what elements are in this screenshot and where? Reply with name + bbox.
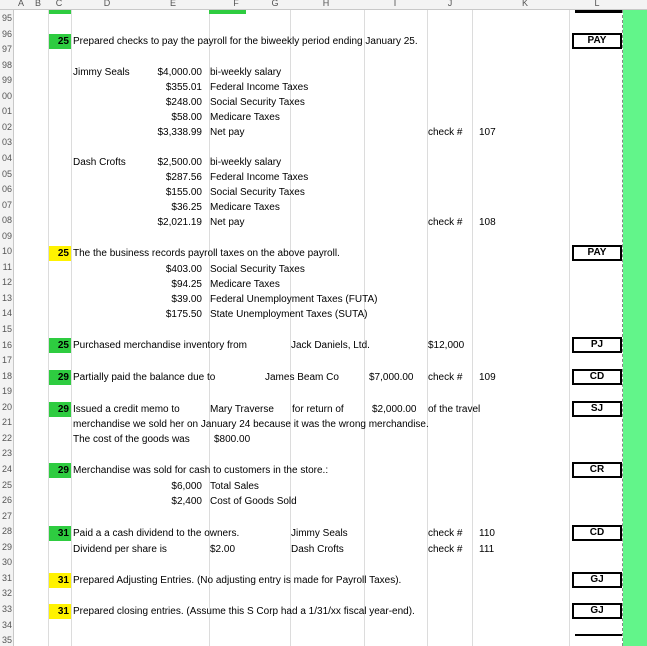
row-number[interactable]: 15 [0,322,12,337]
row-number[interactable]: 34 [0,618,12,633]
column-label[interactable]: J [447,0,453,8]
amount[interactable]: $800.00 [214,434,251,445]
journal-box[interactable]: PJ [572,337,622,353]
column-label[interactable]: C [55,0,63,8]
column-header [0,0,647,10]
row-number[interactable]: 23 [0,446,12,461]
row-number[interactable]: 22 [0,431,12,446]
row-number[interactable]: 17 [0,353,12,368]
cell-fill [209,10,246,14]
row-number[interactable]: 02 [0,120,12,135]
amount[interactable]: $175.50 [165,309,202,320]
entry-description[interactable]: Prepared checks to pay the payroll for the biweekly period ending January 25. [73,36,418,47]
entry-day[interactable]: 25 [49,338,71,353]
line-label[interactable]: bi-weekly salary [210,67,282,78]
row-number[interactable]: 27 [0,509,12,524]
column-label[interactable]: B [34,0,42,8]
line-label[interactable]: State Unemployment Taxes (SUTA) [210,309,368,320]
page-break-line [622,0,623,646]
column-label[interactable]: F [233,0,239,8]
line-label[interactable]: Federal Income Taxes [210,172,309,183]
entry-day[interactable]: 31 [49,604,71,619]
line-label[interactable]: Total Sales [210,481,259,492]
line-label[interactable]: Social Security Taxes [210,97,305,108]
row-number[interactable]: 11 [0,260,12,275]
owner-name[interactable]: Jimmy Seals [291,528,348,539]
check-number[interactable]: 110 [479,528,495,539]
amount[interactable]: $287.56 [165,172,202,183]
amount[interactable]: $58.00 [171,112,202,123]
amount[interactable]: $94.25 [171,279,202,290]
row-number[interactable]: 04 [0,151,12,166]
customer-name[interactable]: Mary Traverse [210,404,274,415]
line-label[interactable]: Social Security Taxes [210,264,305,275]
check-label[interactable]: check # [428,544,463,555]
row-number[interactable]: 00 [0,89,12,104]
amount[interactable]: $36.25 [171,202,202,213]
check-number[interactable]: 107 [479,127,496,138]
entry-description[interactable]: Merchandise was sold for cash to customers in the store.: [73,465,329,476]
row-number[interactable]: 06 [0,182,12,197]
entry-description[interactable]: Prepared closing entries. (Assume this S Corp had a 1/31/xx fiscal year-end). [73,606,415,617]
grid-line [71,0,72,646]
journal-box[interactable]: GJ [572,603,622,619]
amount[interactable]: $7,000.00 [369,372,414,383]
vendor-name[interactable]: James Beam Co [265,372,339,383]
owner-name[interactable]: Dash Crofts [291,544,344,555]
line-label[interactable]: Net pay [210,127,245,138]
amount[interactable]: $39.00 [171,294,202,305]
amount[interactable]: $4,000.00 [157,67,202,78]
row-number[interactable]: 97 [0,42,12,57]
entry-description[interactable]: The the business records payroll taxes on the above payroll. [73,248,340,259]
journal-box[interactable]: PAY [572,245,622,261]
box-edge [575,10,622,13]
amount[interactable]: $2,500.00 [157,157,202,168]
check-label[interactable]: check # [428,127,463,138]
column-label[interactable]: I [393,0,397,8]
row-number[interactable]: 28 [0,524,12,539]
row-number[interactable]: 31 [0,571,12,586]
column-label[interactable]: E [169,0,177,8]
row-number[interactable]: 05 [0,167,12,182]
amount[interactable]: $12,000 [428,340,465,351]
line-label[interactable]: Federal Income Taxes [210,82,309,93]
row-number[interactable]: 95 [0,11,12,26]
amount[interactable]: $403.00 [165,264,202,275]
row-number[interactable]: 13 [0,291,12,306]
amount[interactable]: $3,338.99 [157,127,202,138]
entry-day[interactable]: 29 [49,402,71,417]
cell-fill [49,10,71,14]
dividend-label[interactable]: Dividend per share is [73,544,167,555]
right-green-band [623,0,647,646]
line-label[interactable]: Medicare Taxes [210,112,280,123]
row-number[interactable]: 12 [0,275,12,290]
amount[interactable]: $6,000 [171,481,202,492]
line-label[interactable]: Net pay [210,217,245,228]
row-number[interactable]: 03 [0,135,12,150]
journal-box[interactable]: CD [572,369,622,385]
column-label[interactable]: A [17,0,25,8]
entry-day[interactable]: 29 [49,463,71,478]
entry-text[interactable]: merchandise we sold her on January 24 because it was the wrong merchandise. [73,419,429,430]
column-label[interactable]: H [322,0,330,8]
row-number[interactable]: 07 [0,198,12,213]
amount[interactable]: $2.00 [210,544,236,555]
amount[interactable]: $2,400 [171,496,202,507]
entry-description[interactable]: Issued a credit memo to [73,404,180,415]
check-number[interactable]: 108 [479,217,496,228]
line-label[interactable]: Medicare Taxes [210,202,280,213]
row-number[interactable]: 10 [0,244,12,259]
row-number[interactable]: 18 [0,369,12,384]
line-label[interactable]: Cost of Goods Sold [210,496,297,507]
check-label[interactable]: check # [428,372,463,383]
entry-day[interactable]: 31 [49,526,71,541]
row-number[interactable]: 98 [0,58,12,73]
row-number[interactable]: 35 [0,633,12,646]
row-number[interactable]: 08 [0,213,12,228]
entry-day[interactable]: 31 [49,573,71,588]
row-number[interactable]: 16 [0,338,12,353]
entry-day[interactable]: 25 [49,34,71,49]
entry-description[interactable]: Prepared Adjusting Entries. (No adjusting entry is made for Payroll Taxes). [73,575,402,586]
entry-text[interactable]: of the travel [428,404,481,415]
column-label[interactable]: K [521,0,529,8]
journal-box[interactable]: GJ [572,572,622,588]
row-number[interactable]: 19 [0,384,12,399]
entry-text[interactable]: for return of [292,404,344,415]
cost-label[interactable]: The cost of the goods was [73,434,190,445]
column-label[interactable]: G [271,0,279,8]
box-edge [575,634,622,636]
row-number[interactable]: 14 [0,306,12,321]
column-label[interactable]: L [594,0,600,8]
grid-line [472,0,473,646]
row-number[interactable]: 25 [0,478,12,493]
column-label[interactable]: D [103,0,111,8]
line-label[interactable]: Social Security Taxes [210,187,305,198]
vendor-name[interactable]: Jack Daniels, Ltd. [291,340,370,351]
journal-box[interactable]: SJ [572,401,622,417]
journal-box[interactable]: CR [572,462,622,478]
row-number[interactable]: 20 [0,400,12,415]
check-number[interactable]: 111 [479,544,495,555]
line-label[interactable]: Federal Unemployment Taxes (FUTA) [210,294,378,305]
amount[interactable]: $2,021.19 [157,217,202,228]
entry-description[interactable]: Partially paid the balance due to [73,372,216,383]
row-number[interactable]: 26 [0,493,12,508]
entry-day[interactable]: 25 [49,246,71,261]
amount[interactable]: $355.01 [165,82,202,93]
row-number[interactable]: 01 [0,104,12,119]
row-number[interactable]: 30 [0,555,12,570]
row-number[interactable]: 09 [0,229,12,244]
grid-line [569,0,570,646]
line-label[interactable]: Medicare Taxes [210,279,280,290]
grid-line [364,0,365,646]
row-number[interactable]: 33 [0,602,12,617]
entry-description[interactable]: Purchased merchandise inventory from [73,340,247,351]
amount[interactable]: $248.00 [165,97,202,108]
entry-day[interactable]: 29 [49,370,71,385]
journal-box[interactable]: CD [572,525,622,541]
row-number[interactable]: 32 [0,586,12,601]
amount[interactable]: $155.00 [165,187,202,198]
grid-line [48,0,49,646]
journal-box[interactable]: PAY [572,33,622,49]
check-number[interactable]: 109 [479,372,496,383]
amount[interactable]: $2,000.00 [372,404,417,415]
check-label[interactable]: check # [428,528,463,539]
row-number[interactable]: 29 [0,540,12,555]
row-number[interactable]: 21 [0,415,12,430]
entry-description[interactable]: Paid a a cash dividend to the owners. [73,528,240,539]
check-label[interactable]: check # [428,217,463,228]
employee-name[interactable]: Dash Crofts [73,157,126,168]
row-number[interactable]: 96 [0,27,12,42]
line-label[interactable]: bi-weekly salary [210,157,282,168]
row-number[interactable]: 24 [0,462,12,477]
row-number[interactable]: 99 [0,73,12,88]
employee-name[interactable]: Jimmy Seals [73,67,130,78]
